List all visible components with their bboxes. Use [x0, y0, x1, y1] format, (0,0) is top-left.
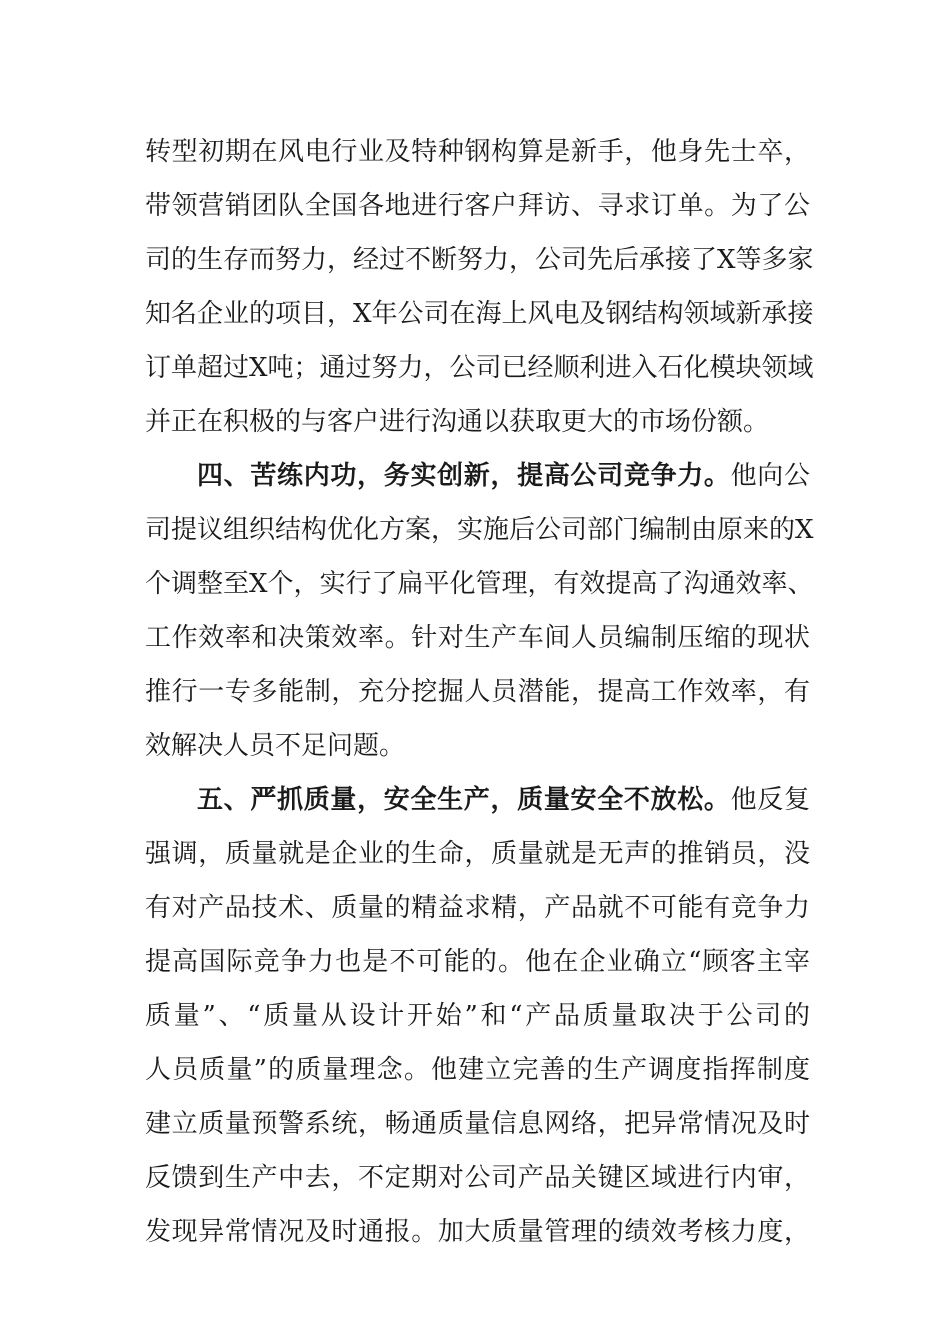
paragraph-line: 有对产品技术、质量的精益求精，产品就不可能有竞争力 — [145, 893, 810, 923]
section-4-first-line-text: 他向公 — [730, 461, 810, 491]
paragraph-line: 司的生存而努力，经过不断努力，公司先后承接了X等多家 — [145, 245, 814, 275]
section-5-first-line-text: 他反复 — [730, 785, 810, 815]
paragraph-line: 工作效率和决策效率。针对生产车间人员编制压缩的现状 — [145, 623, 810, 653]
paragraph-line: 发现异常情况及时通报。加大质量管理的绩效考核力度， — [145, 1217, 810, 1247]
paragraph-line: 人员质量”的质量理念。他建立完善的生产调度指挥制度 — [145, 1055, 810, 1085]
paragraph-line: 强调，质量就是企业的生命，质量就是无声的推销员，没 — [145, 839, 810, 869]
paragraph-line: 提高国际竞争力也是不可能的。他在企业确立“顾客主宰 — [145, 947, 810, 977]
paragraph-line: 并正在积极的与客户进行沟通以获取更大的市场份额。 — [145, 407, 770, 437]
paragraph-line: 推行一专多能制，充分挖掘人员潜能，提高工作效率，有 — [145, 677, 810, 707]
paragraph-line: 建立质量预警系统，畅通质量信息网络，把异常情况及时 — [145, 1109, 810, 1139]
paragraph-line: 质量”、“质量从设计开始”和“产品质量取决于公司的 — [145, 1001, 810, 1031]
paragraph-line: 个调整至X个，实行了扁平化管理，有效提高了沟通效率、 — [145, 569, 814, 599]
section-5-first-line — [197, 775, 810, 825]
paragraph-line: 转型初期在风电行业及特种钢构算是新手，他身先士卒， — [145, 137, 810, 167]
paragraph-line: 司提议组织结构优化方案，实施后公司部门编制由原来的X — [145, 515, 814, 545]
section-4-first-line — [197, 451, 810, 501]
paragraph-line: 带领营销团队全国各地进行客户拜访、寻求订单。为了公 — [145, 191, 810, 221]
paragraph-line: 知名企业的项目，X年公司在海上风电及钢结构领域新承接 — [145, 299, 814, 329]
section-5-heading: 五、严抓质量，安全生产，质量安全不放松。 — [197, 785, 731, 815]
section-4-heading: 四、苦练内功，务实创新，提高公司竞争力。 — [197, 461, 731, 491]
paragraph-line: 反馈到生产中去，不定期对公司产品关键区域进行内审， — [145, 1163, 810, 1193]
paragraph-line: 效解决人员不足问题。 — [145, 731, 406, 761]
paragraph-line: 订单超过X吨；通过努力，公司已经顺利进入石化模块领域 — [145, 353, 814, 383]
